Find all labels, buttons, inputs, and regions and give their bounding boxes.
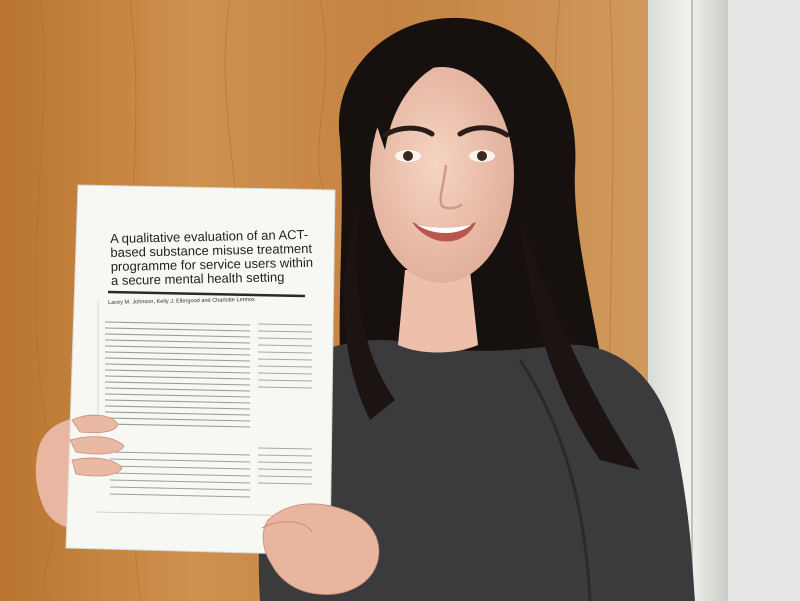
paper-title: A qualitative evaluation of an ACT-based substance misuse treatment programme for service users within a secure mental health setting — [109, 226, 314, 288]
wall — [728, 0, 800, 601]
paper-authors: Lacey M. Johnson, Kelly J. Ellergood and Charlotte Lennox — [108, 296, 255, 306]
left-hand-fingers — [70, 415, 124, 476]
